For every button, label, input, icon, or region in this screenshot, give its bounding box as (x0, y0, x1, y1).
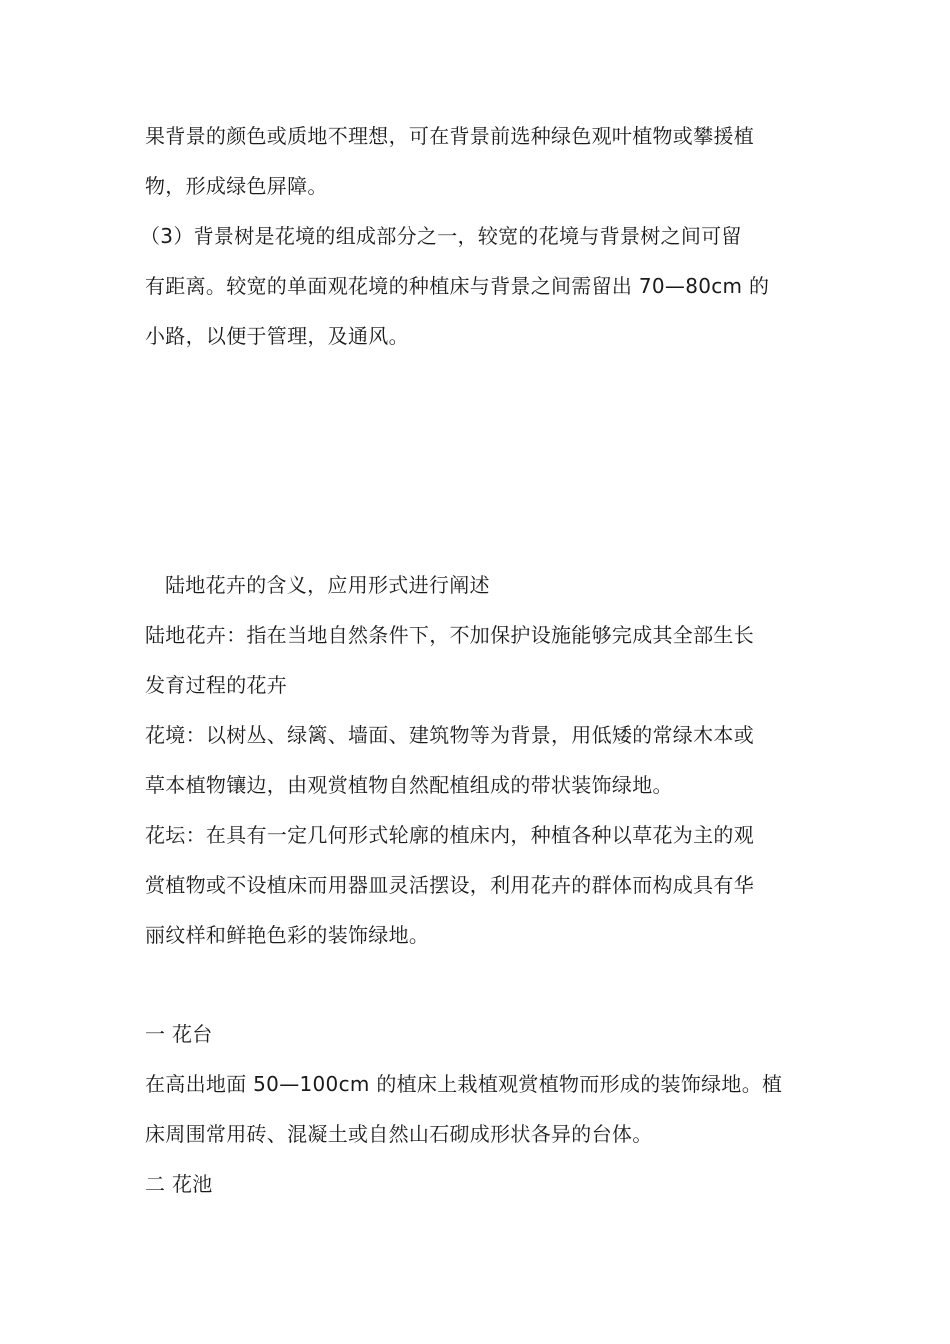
subheading-flower-platform: 一 花台 (145, 1022, 213, 1046)
definition-flower-bed-continued-1: 赏植物或不设植床而用器皿灵活摆设，利用花卉的群体而构成具有华 (145, 873, 754, 897)
definition-flower-border: 花境：以树丛、绿篱、墙面、建筑物等为背景，用低矮的常绿木本或 (145, 723, 754, 747)
paragraph-line-background-continued: 果背景的颜色或质地不理想，可在背景前选种绿色观叶植物或攀援植 (145, 124, 754, 148)
paragraph-line-item-3: （3）背景树是花境的组成部分之一，较宽的花境与背景树之间可留 (140, 224, 742, 248)
definition-flower-bed: 花坛：在具有一定几何形式轮廓的植床内，种植各种以草花为主的观 (145, 823, 754, 847)
definition-flower-bed-continued-2: 丽纹样和鲜艳色彩的装饰绿地。 (145, 923, 430, 947)
subheading-flower-pool: 二 花池 (145, 1172, 213, 1196)
definition-flower-platform-continued: 床周围常用砖、混凝土或自然山石砌成形状各异的台体。 (145, 1122, 653, 1146)
paragraph-line-path: 小路，以便于管理，及通风。 (145, 324, 409, 348)
definition-flower-border-continued: 草本植物镶边，由观赏植物自然配植组成的带状装饰绿地。 (145, 773, 673, 797)
definition-land-flowers-continued: 发育过程的花卉 (145, 673, 288, 697)
section-heading-land-flowers: 陆地花卉的含义，应用形式进行阐述 (165, 573, 490, 597)
paragraph-line-green-screen: 物，形成绿色屏障。 (145, 174, 328, 198)
definition-land-flowers: 陆地花卉：指在当地自然条件下，不加保护设施能够完成其全部生长 (145, 623, 754, 647)
definition-flower-platform: 在高出地面 50—100cm 的植床上栽植观赏植物而形成的装饰绿地。植 (145, 1072, 783, 1096)
paragraph-line-distance: 有距离。较宽的单面观花境的种植床与背景之间需留出 70—80cm 的 (145, 274, 770, 298)
